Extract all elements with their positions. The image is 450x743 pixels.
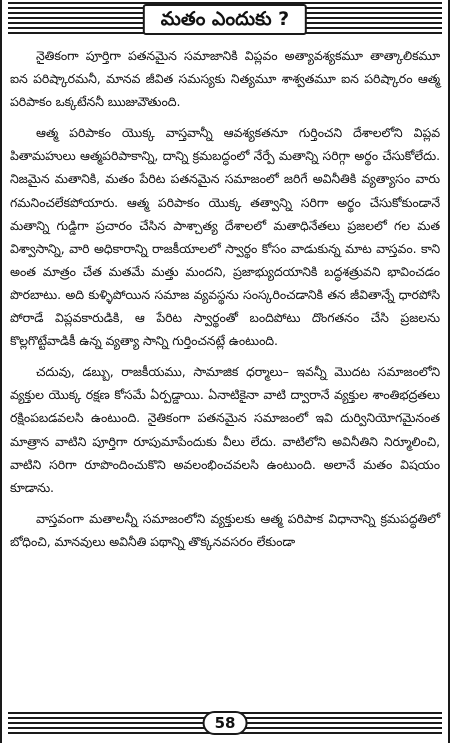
body-text bbox=[10, 44, 440, 561]
chapter-title: మతం ఎందుకు ? bbox=[143, 4, 307, 35]
paragraph-1: నైతికంగా పూర్తిగా పతనమైన సమాజానికి విప్లవం అత్యావశ్యకమూ తాత్కాలికమూ ఐన పరిష్కారమనీ, మానవ జీవిత సమస్యకు నిత్యమూ శాశ్వతమూ ఐన పరిష్కారం ఆత్మ పరిపాకం ఒక్కటేననీ ఋజువౌతుంది. bbox=[10, 48, 440, 110]
paragraph-4: వాస్తవంగా మతాలన్నీ సమాజంలోని వ్యక్తులకు ఆత్మ పరిపాక విధానాన్ని క్రమపద్ధతిలో బోధించి, మానవులు అవినీతి పథాన్ని తొక్కనవసరం లేకుండా bbox=[10, 510, 440, 549]
paragraph-3: చదువు, డబ్బు, రాజకీయము, సామాజిక ధర్మాలు– ఇవన్నీ మొదట సమాజంలోని వ్యక్తుల యొక్క రక్షణ కోసమే ఏర్పడ్డాయి. ఏనాటికైనా వాటి ద్వారానే వ్యక్తుల శాంతిభద్రతలు రక్షింపబడవలసి ఉంటుంది. నైతికంగా పతనమైన సమాజంలో ఇవి దుర్వినియోగమైనంత మాత్రాన వాటిని పూర్తిగా రూపుమాపేందుకు వీలు లేదు. వాటిలోని అవినీతిని నిర్మూలించి, వాటిని సరిగా రూపొందించుకొని అవలంభించవలసి ఉంటుంది. అలానే మతం విషయం కూడాను. bbox=[10, 364, 440, 495]
paragraph-2: ఆత్మ పరిపాకం యొక్క వాస్తవాన్నీ ఆవశ్యకతనూ గుర్తించని దేశాలలోని విప్లవ పితామహులు ఆత్మపరిపాకాన్ని, దాన్ని క్రమబద్ధంలో నేర్పే మతాన్ని సరిగ్గా అర్థం చేసుకోలేదు. నిజమైన మతానికి, మతం పేరిట పతనమైన సమాజంలో జరిగే అవినీతికి వ్యత్యాసం వారు గమనించలేకపోయారు. ఆత్మ పరిపాకం యొక్క తత్వాన్ని సరిగా అర్థం చేసుకోకుండానే మతాన్ని గుడ్డిగా ప్రచారం చేసిన పాశ్చాత్య దేశాలలో మతాధినేతలు ప్రజలలో గల మత విశ్వాసాన్ని, వారి అధికారాన్ని రాజకీయాలలో స్వార్థం కోసం వాడుకున్న మాట వాస్తవం. కాని అంత మాత్రం చేత మతమే మత్తు మందని, ప్రజాభ్యుదయానికి బద్ధశత్రువని భావించడం పొరబాటు. అది కుళ్ళిపోయిన సమాజ వ్యవస్థను సంస్కరించడానికి తన జీవితాన్నే ధారపోసి పోరాడే విప్లవకారుడికి, ఆ పేరిట స్వార్థంతో బందిపోటు దొంగతనం చేసి ప్రజలను కొల్లగొట్టేవాడికీ ఉన్న వ్యత్యా సాన్ని గుర్తించనట్లే ఉంటుంది. bbox=[10, 125, 440, 349]
page-number: 58 bbox=[203, 711, 248, 735]
